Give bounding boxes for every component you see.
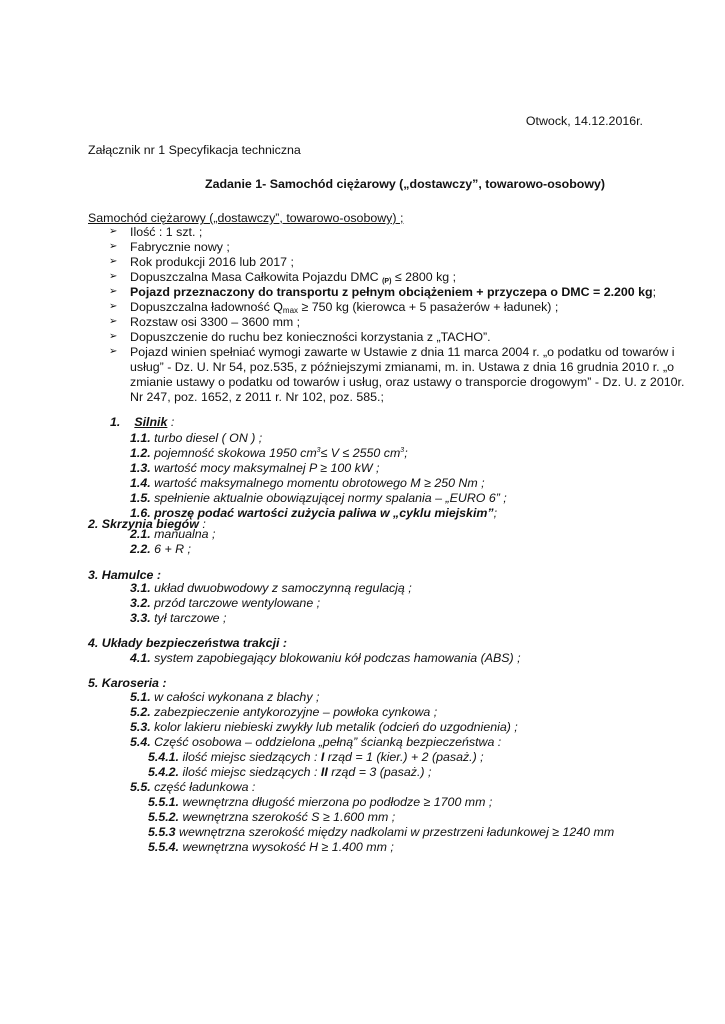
engine-item [130,491,507,506]
bullet-trailer [130,285,656,300]
item-text: wewnętrzna szerokość S ≥ 1.600 mm ; [179,810,396,824]
engine-item [130,461,379,476]
payload-value: ≥ 750 kg (kierowca + 5 pasażerów + ładunek) ; [298,300,559,314]
bullet-arrow-icon: ➢ [109,316,118,327]
bullet-arrow-icon: ➢ [109,301,118,312]
item-number: 5.4.2. [148,765,180,779]
item-text: ilość miejsc siedzących : [179,765,321,779]
section-number: 1. [110,415,121,429]
item-number: 5.2. [130,705,151,719]
item-text: wewnętrzna wysokość H ≥ 1.400 mm ; [179,840,394,854]
item-text: wartość maksymalnego momentu obrotowego M ≥ 250 Nm ; [150,476,485,490]
engine-item [130,476,485,491]
bullet-arrow-icon: ➢ [109,271,118,282]
brakes-item [130,611,226,626]
item-number: 5.4.1. [148,750,180,764]
item-text: przód tarczowe wentylowane ; [150,596,321,610]
item-text: turbo diesel ( ON ) ; [150,431,263,445]
item-number: 3.3. [130,611,151,625]
body-subitem [148,765,431,780]
item-text: wewnętrzna szerokość między nadkolami w przestrzeni ładunkowej ≥ 1240 mm [175,825,615,839]
item-text: Część osobowa – oddzielona „pełną” ścianką bezpieczeństwa : [150,735,502,749]
payload-subscript: max [282,306,299,315]
item-text: wewnętrzna długość mierzona po podłodze ≥ 1700 mm ; [179,795,493,809]
place-date: Otwock, 14.12.2016r. [525,114,643,128]
bullet-year: Rok produkcji 2016 lub 2017 ; [130,255,294,269]
item-number: 2.1. [130,527,151,541]
gearbox-item [130,542,191,557]
body-subitem [148,840,394,855]
body-subitem [148,750,484,765]
brakes-item [130,581,412,596]
item-number: 2.2. [130,542,151,556]
item-text: 6 + R ; [150,542,191,556]
bullet-new: Fabrycznie nowy ; [130,240,230,254]
attachment-label: Załącznik nr 1 Specyfikacja techniczna [88,143,301,157]
item-number: 5.4. [130,735,151,749]
bullet-law-line2: usług” - Dz. U. Nr 54, poz.535, z późniejszymi zmianami, m. in. Ustawa z dnia 16 grudnia 2010 r. „o [130,360,675,374]
item-number: 5.5. [130,780,151,794]
item-number: 5.5.2. [148,810,180,824]
item-text: tył tarczowe ; [150,611,227,625]
row-number: II [320,765,328,779]
bullet-arrow-icon: ➢ [109,241,118,252]
body-item [130,720,518,735]
body-item [130,705,437,720]
item-number: 5.5.3 [148,825,176,839]
bullet-tacho: Dopuszczenie do ruchu bez konieczności korzystania z „TACHO”. [130,330,491,344]
body-item [130,690,319,705]
item-number: 1.2. [130,446,151,460]
bullet-law-line3: zmianie ustawy o podatku od towarów i usług, oraz ustawy o transporcie drogowym” - Dz. U. z 2010r. [130,375,685,389]
trailer-text: Pojazd przeznaczony do transportu z pełnym obciążeniem + przyczepa o DMC = 2.200 kg [130,285,653,299]
bullet-arrow-icon: ➢ [109,256,118,267]
item-number: 1.5. [130,491,151,505]
bullet-arrow-icon: ➢ [109,226,118,237]
item-text: spełnienie aktualnie obowiązującej normy spalania – „EURO 6” ; [150,491,507,505]
intro-heading: Samochód ciężarowy („dostawczy”, towarowo-osobowy) ; [88,211,404,225]
item-number: 4.1. [130,651,151,665]
item-text: pojemność skokowa 1950 cm [150,446,317,460]
brakes-item [130,596,320,611]
engine-item [130,446,408,461]
section-brakes-title: 3. Hamulce : [88,568,161,582]
item-text: ilość miejsc siedzących : [179,750,321,764]
gearbox-item [130,527,215,542]
dmc-text: Dopuszczalna Masa Całkowita Pojazdu DMC [130,270,383,284]
item-text: ≤ V ≤ 2550 cm [320,446,401,460]
item-text: ; [493,506,498,520]
bullet-quantity: Ilość : 1 szt. ; [130,225,203,239]
item-text: rząd = 3 (pasaż.) ; [327,765,432,779]
item-number: 3.2. [130,596,151,610]
section-title: Silnik [134,415,168,429]
item-number: 5.3. [130,720,151,734]
engine-item [130,431,262,446]
trailer-end: ; [652,285,657,299]
section-traction-title: 4. Układy bezpieczeństwa trakcji : [88,636,288,650]
item-text: wartość mocy maksymalnej P ≥ 100 kW ; [150,461,380,475]
item-number: 5.5.4. [148,840,180,854]
bullet-law-line1: Pojazd winien spełniać wymogi zawarte w Ustawie z dnia 11 marca 2004 r. „o podatku od towarów i [130,345,675,359]
item-number: 5.1. [130,690,151,704]
bullet-wheelbase: Rozstaw osi 3300 – 3600 mm ; [130,315,301,329]
item-number: 1.1. [130,431,151,445]
body-item [130,780,255,795]
bullet-arrow-icon: ➢ [109,346,118,357]
item-number: 5.5.1. [148,795,180,809]
row-number: I [320,750,325,764]
item-text: układ dwuobwodowy z samoczynną regulacją ; [150,581,412,595]
item-text: rząd = 1 (kier.) + 2 (pasaż.) ; [324,750,484,764]
item-text: część ładunkowa : [150,780,256,794]
item-text: system zapobiegający blokowaniu kół podczas hamowania (ABS) ; [150,651,521,665]
item-number: 3.1. [130,581,151,595]
superscript: 3 [316,446,321,454]
body-item [130,735,501,750]
body-subitem [148,795,492,810]
section-colon: : [198,517,206,531]
dmc-value: ≤ 2800 kg ; [391,270,457,284]
item-text: kolor lakieru niebieski zwykły lub metalik (odcień do uzgodnienia) ; [150,720,518,734]
superscript: 3 [400,446,405,454]
item-text: ; [404,446,408,460]
item-text: w całości wykonana z blachy ; [150,690,320,704]
item-text: zabezpieczenie antykorozyjne – powłoka cynkowa ; [150,705,438,719]
section-body-title: 5. Karoseria : [88,676,167,690]
traction-item [130,651,521,666]
item-text: manualna ; [150,527,216,541]
task-title: Zadanie 1- Samochód ciężarowy („dostawczy”, towarowo-osobowy) [205,177,606,191]
dmc-subscript: (P) [382,278,392,285]
bullet-arrow-icon: ➢ [109,286,118,297]
section-engine-title [110,415,174,430]
bullet-law-line4: Nr 247, poz. 1652, z 2011 r. Nr 102, poz. 585.; [130,390,384,404]
section-title: 2. Skrzynia biegów [88,517,199,531]
body-subitem [148,810,395,825]
payload-text: Dopuszczalna ładowność Q [130,300,283,314]
body-subitem [148,825,614,840]
item-text: 1.6. proszę podać wartości zużycia paliwa w „cyklu miejskim” [130,506,494,520]
item-number: 1.4. [130,476,151,490]
bullet-arrow-icon: ➢ [109,331,118,342]
section-colon: : [167,415,175,429]
item-number: 1.3. [130,461,151,475]
